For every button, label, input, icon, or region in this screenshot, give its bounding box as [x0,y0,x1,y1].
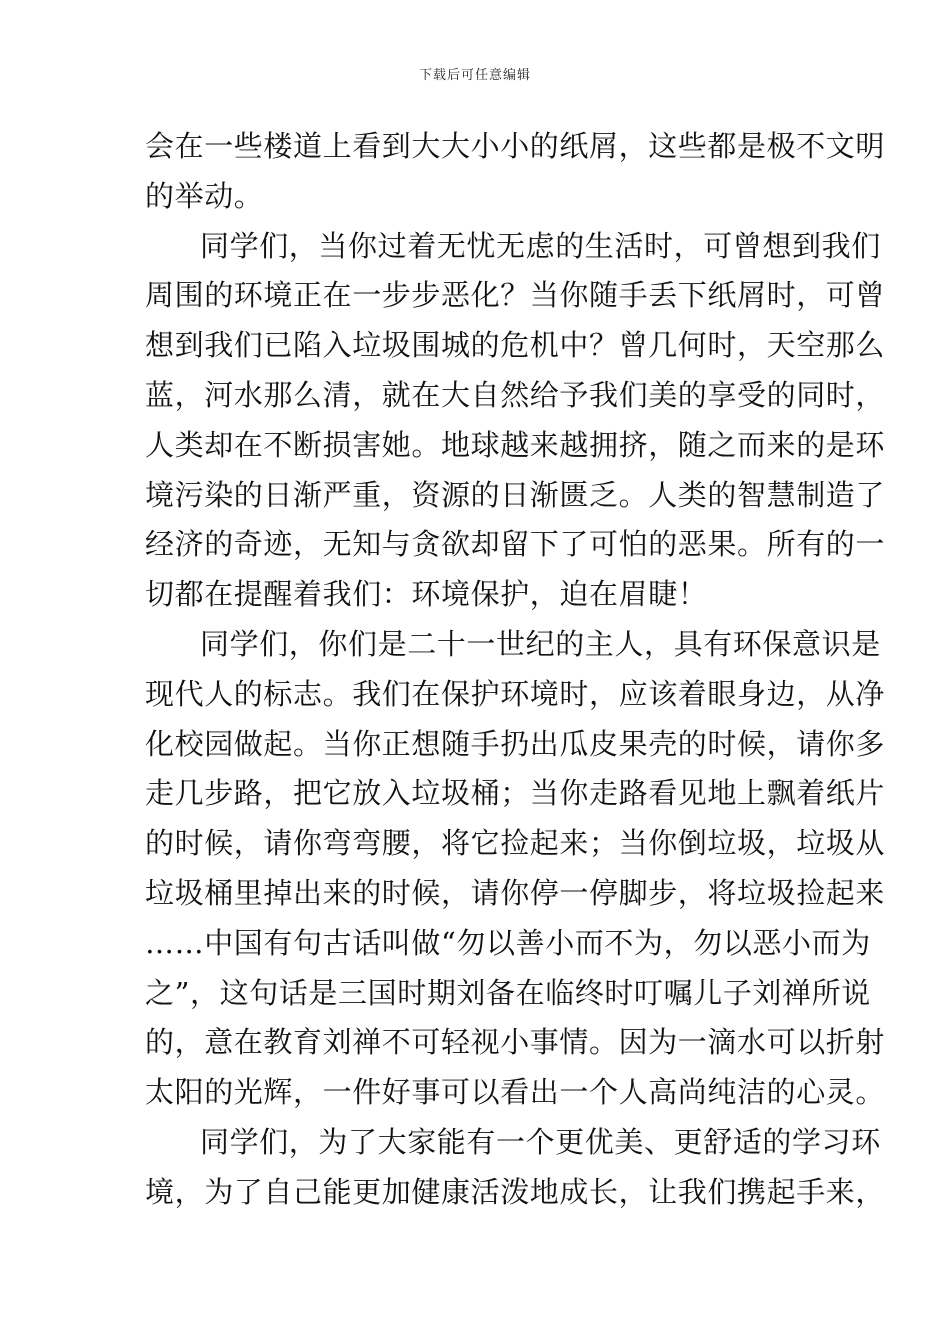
paragraph [145,620,886,1118]
paragraph [145,122,886,222]
text-line: 的时候，请你弯弯腰，将它捡起来；当你倒垃圾，垃圾从 [145,826,886,861]
text-line: 现代人的标志。我们在保护环境时，应该着眼身边，从净 [145,676,886,711]
text-line: 想到我们已陷入垃圾围城的危机中？曾几何时，天空那么 [145,328,886,363]
text-line: 蓝，河水那么清，就在大自然给予我们美的享受的同时， [145,377,886,412]
paragraph [145,1118,886,1218]
text-line: 的，意在教育刘禅不可轻视小事情。因为一滴水可以折射 [145,1025,886,1060]
text-line: 切都在提醒着我们：环境保护，迫在眉睫！ [145,577,708,612]
text-line: 垃圾桶里掉出来的时候，请你停一停脚步，将垃圾捡起来 [145,875,886,910]
text-line: 同学们，当你过着无忧无虑的生活时，可曾想到我们 [200,228,881,263]
text-line: 境污染的日渐严重，资源的日渐匮乏。人类的智慧制造了 [145,477,886,512]
text-line: 化校园做起。当你正想随手扔出瓜皮果壳的时候，请你多 [145,726,886,761]
text-line: 走几步路，把它放入垃圾桶；当你走路看见地上飘着纸片 [145,776,886,811]
text-line: 周围的环境正在一步步恶化？当你随手丢下纸屑时，可曾 [145,278,886,313]
text-line: 人类却在不断损害她。地球越来越拥挤，随之而来的是环 [145,427,886,462]
text-line: 经济的奇迹，无知与贪欲却留下了可怕的恶果。所有的一 [145,527,886,562]
text-line: 境，为了自己能更加健康活泼地成长，让我们携起手来， [145,1174,886,1209]
text-line: 的举动。 [145,178,264,213]
text-line: 太阳的光辉，一件好事可以看出一个人高尚纯洁的心灵。 [145,1075,886,1110]
text-line: ……中国有句古话叫做“勿以善小而不为，勿以恶小而为 [145,925,871,960]
text-line: 会在一些楼道上看到大大小小的纸屑，这些都是极不文明 [145,129,886,163]
text-line: 同学们，为了大家能有一个更优美、更舒适的学习环 [200,1124,881,1159]
page-header: 下载后可任意编辑 [418,68,531,83]
text-line: 同学们，你们是二十一世纪的主人，具有环保意识是 [200,626,881,661]
paragraph [145,222,886,620]
document-body [145,122,886,1218]
text-line: 之”，这句话是三国时期刘备在临终时叮嘱儿子刘禅所说 [145,975,871,1010]
